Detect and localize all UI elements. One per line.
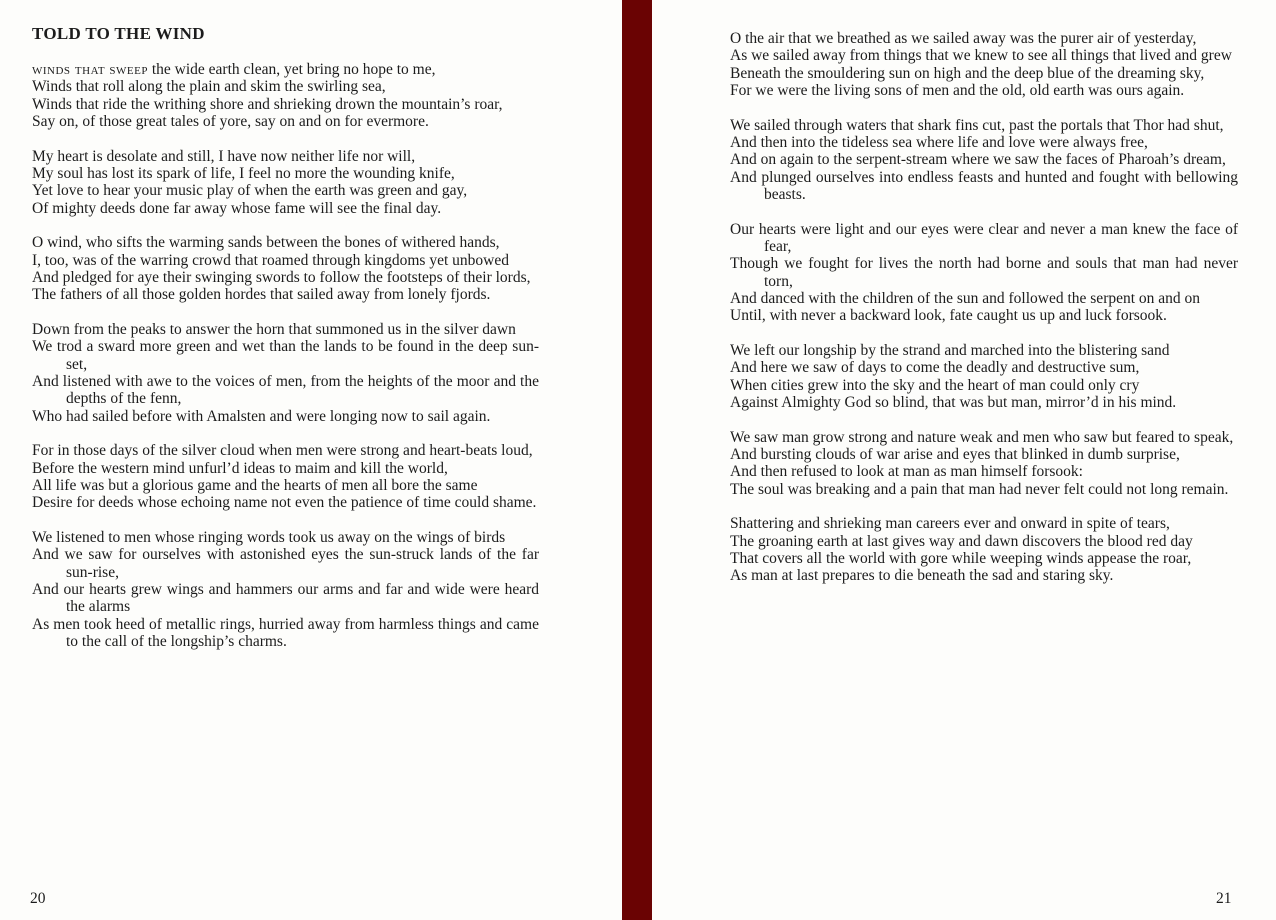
stanza <box>32 61 539 130</box>
poem-line: Until, with never a backward look, fate caught us up and luck forsook. <box>730 307 1167 325</box>
poem-line: Shattering and shrieking man careers ever and onward in spite of tears, <box>730 515 1170 533</box>
stanza <box>730 221 1238 325</box>
poem-line: Desire for deeds whose echoing name not even the patience of time could shame. <box>32 494 537 512</box>
stanza <box>32 234 539 303</box>
stanza <box>32 321 539 425</box>
stanza <box>730 429 1238 498</box>
right-poem-column <box>730 30 1238 602</box>
left-page <box>0 0 622 920</box>
poem-line: My soul has lost its spark of life, I feel no more the wounding knife, <box>32 164 455 182</box>
poem-line: And our hearts grew wings and hammers our arms and far and wide were heard the alarms <box>32 580 539 616</box>
poem-line: All life was but a glorious game and the hearts of men all bore the same <box>32 476 478 494</box>
poem-line: And then into the tideless sea where life and love were always free, <box>730 133 1148 151</box>
poem-line: And we saw for ourselves with astonished eyes the sun-struck lands of the far sun-rise, <box>32 546 539 581</box>
poem-line: Say on, of those great tales of yore, say on and on for evermore. <box>32 112 429 130</box>
poem-line: Winds that roll along the plain and skim the swirling sea, <box>32 78 386 96</box>
poem-line: For in those days of the silver cloud when men were strong and heart-beats loud, <box>32 442 533 460</box>
poem-line: And bursting clouds of war arise and eyes that blinked in dumb surprise, <box>730 445 1180 463</box>
poem-line: Who had sailed before with Amalsten and were longing now to sail again. <box>32 407 491 425</box>
poem-line-text: the wide earth clean, yet bring no hope to me, <box>147 61 436 78</box>
page-number-left: 20 <box>30 890 46 907</box>
poem-line: Against Almighty God so blind, that was but man, mirror’d in his mind. <box>730 393 1177 411</box>
poem-line: Our hearts were light and our eyes were clear and never a man knew the face of fear, <box>730 220 1238 255</box>
stanza <box>730 117 1238 203</box>
poem-line: I, too, was of the warring crowd that roamed through kingdoms yet unbowed <box>32 251 509 269</box>
stanza <box>32 529 539 650</box>
poem-line: Of mighty deeds done far away whose fame will see the final day. <box>32 199 442 217</box>
poem-line: As man at last prepares to die beneath the sad and staring sky. <box>730 567 1114 585</box>
poem-line: We sailed through waters that shark fins cut, past the portals that Thor had shut, <box>730 116 1224 134</box>
poem-line: My heart is desolate and still, I have now neither life nor will, <box>32 147 416 165</box>
poem-title: TOLD TO THE WIND <box>32 24 205 43</box>
poem-line: We left our longship by the strand and marched into the blistering sand <box>730 341 1170 359</box>
poem-line: As we sailed away from things that we knew to see all things that lived and grew <box>730 47 1232 65</box>
book-spine <box>622 0 652 920</box>
poem-line: And listened with awe to the voices of men, from the heights of the moor and the depths of the fenn, <box>32 372 539 408</box>
stanza <box>730 342 1238 411</box>
poem-line: The groaning earth at last gives way and dawn discovers the blood red day <box>730 532 1193 550</box>
poem-line: And then refused to look at man as man himself forsook: <box>730 463 1083 481</box>
poem-line <box>32 61 539 78</box>
stanza <box>32 148 539 217</box>
stanza <box>730 515 1238 584</box>
poem-line: O wind, who sifts the warming sands between the bones of withered hands, <box>32 234 500 252</box>
poem-line: And on again to the serpent-stream where we saw the faces of Pharoah’s dream, <box>730 151 1226 169</box>
poem-line: O the air that we breathed as we sailed away was the purer air of yesterday, <box>730 30 1197 47</box>
poem-line: And plunged ourselves into endless feasts and hunted and fought with bellowing beasts. <box>730 168 1238 203</box>
poem-line: We trod a sward more green and wet than the lands to be found in the deep sun-set, <box>32 338 539 373</box>
poem-line: And pledged for aye their swinging swords to follow the footsteps of their lords, <box>32 268 531 286</box>
left-poem-column <box>32 61 539 668</box>
poem-line: Before the western mind unfurl’d ideas to maim and kill the world, <box>32 459 448 477</box>
poem-line: Beneath the smouldering sun on high and the deep blue of the dreaming sky, <box>730 64 1205 82</box>
poem-line: Yet love to hear your music play of when the earth was green and gay, <box>32 182 468 200</box>
poem-line: And danced with the children of the sun and followed the serpent on and on <box>730 289 1201 307</box>
page-number-right: 21 <box>1216 890 1232 907</box>
poem-line: We listened to men whose ringing words took us away on the wings of birds <box>32 529 506 547</box>
poem-line: We saw man grow strong and nature weak and men who saw but feared to speak, <box>730 428 1234 446</box>
poem-line: For we were the living sons of men and the old, old earth was ours again. <box>730 81 1185 99</box>
poem-line: That covers all the world with gore while weeping winds appease the roar, <box>730 549 1192 567</box>
poem-line: When cities grew into the sky and the heart of man could only cry <box>730 376 1140 394</box>
poem-line: Down from the peaks to answer the horn that summoned us in the silver dawn <box>32 321 516 339</box>
poem-line: Though we fought for lives the north had borne and souls that man had never torn, <box>730 255 1238 290</box>
stanza <box>730 30 1238 99</box>
poem-line: The soul was breaking and a pain that man had never felt could not long remain. <box>730 480 1229 498</box>
opening-words: winds that sweep <box>32 61 148 78</box>
poem-line: The fathers of all those golden hordes that sailed away from lonely fjords. <box>32 286 491 304</box>
stanza <box>32 442 539 511</box>
poem-line: As men took heed of metallic rings, hurried away from harmless things and came to the call of the longship’s charms. <box>32 615 539 650</box>
poem-line: And here we saw of days to come the deadly and destructive sum, <box>730 359 1140 377</box>
poem-line: Winds that ride the writhing shore and shrieking drown the mountain’s roar, <box>32 95 503 113</box>
